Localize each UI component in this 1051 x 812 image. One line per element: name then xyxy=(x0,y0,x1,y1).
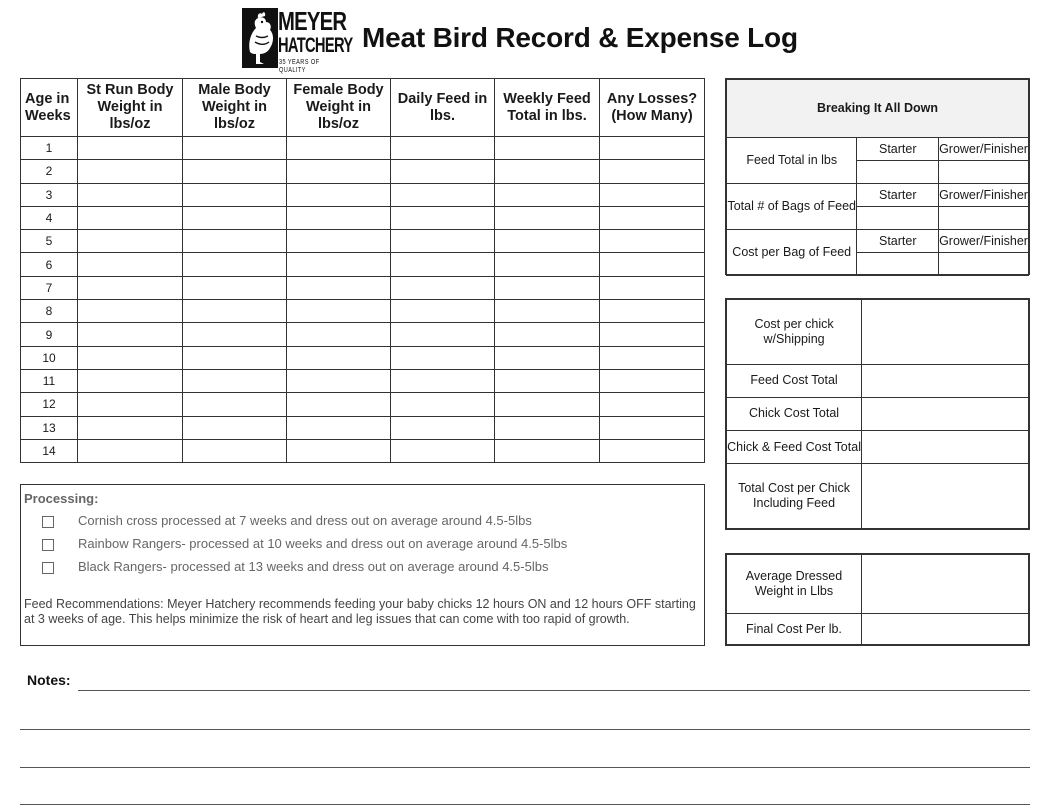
week-number: 3 xyxy=(21,183,78,206)
processing-option-label: Cornish cross processed at 7 weeks and dress out on average around 4.5-5lbs xyxy=(78,513,532,528)
entry-cell[interactable] xyxy=(183,369,287,392)
week-number: 4 xyxy=(21,206,78,229)
entry-cell[interactable] xyxy=(287,323,391,346)
entry-cell[interactable] xyxy=(862,364,1029,397)
entry-cell[interactable] xyxy=(600,416,705,439)
entry-cell[interactable] xyxy=(183,300,287,323)
feed-total-label: Feed Total in lbs xyxy=(727,138,857,184)
entry-cell[interactable] xyxy=(495,183,600,206)
entry-cell[interactable] xyxy=(495,393,600,416)
entry-cell[interactable] xyxy=(600,439,705,462)
week-number: 1 xyxy=(21,137,78,160)
entry-cell[interactable] xyxy=(78,323,183,346)
week-number: 8 xyxy=(21,300,78,323)
entry-cell[interactable] xyxy=(287,393,391,416)
processing-option-label: Black Rangers- processed at 13 weeks and dress out on average around 4.5-5lbs xyxy=(78,559,549,574)
entry-cell[interactable] xyxy=(78,369,183,392)
entry-cell[interactable] xyxy=(183,439,287,462)
table-row xyxy=(21,183,705,206)
week-number: 10 xyxy=(21,346,78,369)
column-header-daily-feed: Daily Feed in lbs. xyxy=(391,79,495,137)
entry-cell[interactable] xyxy=(495,206,600,229)
entry-cell[interactable] xyxy=(287,416,391,439)
entry-cell[interactable] xyxy=(495,137,600,160)
cost-per-bag-label: Cost per Bag of Feed xyxy=(727,230,857,276)
feed-cost-total-label: Feed Cost Total xyxy=(727,364,862,397)
breakdown-title: Breaking It All Down xyxy=(727,80,1029,138)
entry-cell[interactable] xyxy=(183,183,287,206)
table-row xyxy=(21,346,705,369)
entry-cell[interactable] xyxy=(391,346,495,369)
entry-cell[interactable] xyxy=(391,137,495,160)
entry-cell[interactable] xyxy=(391,439,495,462)
table-row xyxy=(21,393,705,416)
entry-cell[interactable] xyxy=(183,346,287,369)
grower-finisher-label: Grower/Finisher xyxy=(939,138,1029,161)
entry-cell[interactable] xyxy=(287,183,391,206)
entry-cell[interactable] xyxy=(287,230,391,253)
entry-cell[interactable] xyxy=(391,206,495,229)
checkbox-icon[interactable] xyxy=(42,516,54,528)
average-dressed-weight-label: Average Dressed Weight in Llbs xyxy=(727,555,862,614)
table-row xyxy=(21,137,705,160)
final-cost-per-lb-label: Final Cost Per lb. xyxy=(727,614,862,645)
entry-cell[interactable] xyxy=(183,393,287,416)
entry-cell[interactable] xyxy=(287,276,391,299)
entry-cell[interactable] xyxy=(600,323,705,346)
entry-cell[interactable] xyxy=(183,323,287,346)
entry-cell[interactable] xyxy=(78,276,183,299)
week-number: 12 xyxy=(21,393,78,416)
entry-cell[interactable] xyxy=(495,439,600,462)
entry-cell[interactable] xyxy=(183,137,287,160)
entry-cell[interactable] xyxy=(391,300,495,323)
entry-cell[interactable] xyxy=(391,369,495,392)
notes-line[interactable] xyxy=(78,690,1030,691)
entry-cell[interactable] xyxy=(78,346,183,369)
entry-cell[interactable] xyxy=(78,393,183,416)
entry-cell[interactable] xyxy=(600,160,705,183)
entry-cell[interactable] xyxy=(78,253,183,276)
entry-cell[interactable] xyxy=(287,369,391,392)
week-number: 2 xyxy=(21,160,78,183)
entry-cell[interactable] xyxy=(600,393,705,416)
checkbox-icon[interactable] xyxy=(42,562,54,574)
table-row xyxy=(21,276,705,299)
entry-cell[interactable] xyxy=(287,439,391,462)
entry-cell[interactable] xyxy=(600,253,705,276)
meyer-hatchery-logo xyxy=(242,6,354,74)
logo-text-bottom: HATCHERY xyxy=(278,34,353,57)
entry-cell[interactable] xyxy=(287,206,391,229)
entry-cell[interactable] xyxy=(600,369,705,392)
entry-cell[interactable] xyxy=(391,253,495,276)
total-cost-per-chick-label: Total Cost per Chick Including Feed xyxy=(727,464,862,529)
column-header-female-weight: Female Body Weight in lbs/oz xyxy=(287,79,391,137)
processing-title: Processing: xyxy=(24,491,99,506)
entry-cell[interactable] xyxy=(600,276,705,299)
week-number: 13 xyxy=(21,416,78,439)
entry-cell[interactable] xyxy=(939,253,1029,276)
logo-text-top: MEYER xyxy=(278,6,347,36)
column-header-st-run-weight: St Run Body Weight in lbs/oz xyxy=(78,79,183,137)
table-row xyxy=(21,323,705,346)
notes-label: Notes: xyxy=(27,672,71,688)
entry-cell[interactable] xyxy=(600,346,705,369)
bags-of-feed-label: Total # of Bags of Feed xyxy=(727,184,857,230)
entry-cell[interactable] xyxy=(78,160,183,183)
entry-cell[interactable] xyxy=(78,206,183,229)
entry-cell[interactable] xyxy=(183,253,287,276)
entry-cell[interactable] xyxy=(495,323,600,346)
entry-cell[interactable] xyxy=(495,160,600,183)
entry-cell[interactable] xyxy=(495,346,600,369)
entry-cell[interactable] xyxy=(287,300,391,323)
entry-cell[interactable] xyxy=(391,183,495,206)
breakdown-table xyxy=(726,79,1029,276)
notes-line[interactable] xyxy=(20,729,1030,730)
checkbox-icon[interactable] xyxy=(42,539,54,551)
entry-cell[interactable] xyxy=(287,346,391,369)
entry-cell[interactable] xyxy=(600,137,705,160)
chick-feed-cost-total-label: Chick & Feed Cost Total xyxy=(727,431,862,464)
breakdown-box xyxy=(725,78,1030,275)
entry-cell[interactable] xyxy=(391,276,495,299)
entry-cell[interactable] xyxy=(287,253,391,276)
processing-option-label: Rainbow Rangers- processed at 10 weeks and dress out on average around 4.5-5lbs xyxy=(78,536,568,551)
entry-cell[interactable] xyxy=(600,183,705,206)
table-row xyxy=(21,230,705,253)
entry-cell[interactable] xyxy=(183,276,287,299)
entry-cell[interactable] xyxy=(78,183,183,206)
table-header-row xyxy=(21,79,705,137)
entry-cell[interactable] xyxy=(862,397,1029,430)
entry-cell[interactable] xyxy=(939,161,1029,184)
table-row xyxy=(21,206,705,229)
starter-label: Starter xyxy=(857,230,939,253)
entry-cell[interactable] xyxy=(495,230,600,253)
logo-tagline: 35 YEARS OF QUALITY xyxy=(279,59,320,74)
feed-recommendation: Feed Recommendations: Meyer Hatchery recommends feeding your baby chicks 12 hours ON and 12 hours OFF starting at 3 weeks of age. This helps minimize the risk of heart and leg issues that can come with too rapid of growth. xyxy=(24,597,696,626)
entry-cell[interactable] xyxy=(939,207,1029,230)
grower-finisher-label: Grower/Finisher xyxy=(939,230,1029,253)
entry-cell[interactable] xyxy=(861,614,1028,645)
column-header-weekly-feed: Weekly Feed Total in lbs. xyxy=(495,79,600,137)
entry-cell[interactable] xyxy=(495,369,600,392)
chick-cost-total-label: Chick Cost Total xyxy=(727,397,862,430)
page-title: Meat Bird Record & Expense Log xyxy=(362,22,798,53)
entry-cell[interactable] xyxy=(862,431,1029,464)
entry-cell[interactable] xyxy=(287,160,391,183)
starter-label: Starter xyxy=(857,184,939,207)
entry-cell[interactable] xyxy=(495,253,600,276)
entry-cell[interactable] xyxy=(391,230,495,253)
entry-cell[interactable] xyxy=(861,555,1028,614)
entry-cell[interactable] xyxy=(391,416,495,439)
processing-option xyxy=(42,536,567,551)
processing-box xyxy=(20,484,705,646)
entry-cell[interactable] xyxy=(391,160,495,183)
entry-cell[interactable] xyxy=(495,416,600,439)
entry-cell[interactable] xyxy=(183,160,287,183)
table-row xyxy=(21,253,705,276)
column-header-age: Age in Weeks xyxy=(21,79,78,137)
entry-cell[interactable] xyxy=(600,300,705,323)
week-number: 6 xyxy=(21,253,78,276)
entry-cell[interactable] xyxy=(287,137,391,160)
cost-summary-box xyxy=(725,298,1030,530)
week-number: 9 xyxy=(21,323,78,346)
entry-cell[interactable] xyxy=(862,300,1029,365)
processing-option xyxy=(42,513,532,528)
notes-line[interactable] xyxy=(20,767,1030,768)
final-cost-box xyxy=(725,553,1030,646)
week-number: 14 xyxy=(21,439,78,462)
weekly-record-table xyxy=(20,78,705,463)
processing-option xyxy=(42,559,548,574)
entry-cell[interactable] xyxy=(391,393,495,416)
entry-cell[interactable] xyxy=(183,230,287,253)
week-number: 11 xyxy=(21,369,78,392)
table-row xyxy=(21,416,705,439)
rooster-icon xyxy=(242,8,278,68)
week-number: 5 xyxy=(21,230,78,253)
entry-cell[interactable] xyxy=(78,300,183,323)
entry-cell[interactable] xyxy=(857,253,939,276)
table-row xyxy=(21,160,705,183)
entry-cell[interactable] xyxy=(78,439,183,462)
starter-label: Starter xyxy=(857,138,939,161)
entry-cell[interactable] xyxy=(78,137,183,160)
entry-cell[interactable] xyxy=(495,300,600,323)
final-cost-table xyxy=(726,554,1029,645)
entry-cell[interactable] xyxy=(78,416,183,439)
entry-cell[interactable] xyxy=(183,416,287,439)
notes-line[interactable] xyxy=(20,804,1030,805)
entry-cell[interactable] xyxy=(600,206,705,229)
table-row xyxy=(21,300,705,323)
entry-cell[interactable] xyxy=(857,207,939,230)
table-row xyxy=(21,439,705,462)
entry-cell[interactable] xyxy=(78,230,183,253)
column-header-losses: Any Losses? (How Many) xyxy=(600,79,705,137)
entry-cell[interactable] xyxy=(862,464,1029,529)
week-number: 7 xyxy=(21,276,78,299)
grower-finisher-label: Grower/Finisher xyxy=(939,184,1029,207)
entry-cell[interactable] xyxy=(857,161,939,184)
entry-cell[interactable] xyxy=(495,276,600,299)
table-row xyxy=(21,369,705,392)
cost-per-chick-label: Cost per chick w/Shipping xyxy=(727,300,862,365)
entry-cell[interactable] xyxy=(391,323,495,346)
entry-cell[interactable] xyxy=(183,206,287,229)
entry-cell[interactable] xyxy=(600,230,705,253)
cost-summary-table xyxy=(726,299,1029,529)
column-header-male-weight: Male Body Weight in lbs/oz xyxy=(183,79,287,137)
